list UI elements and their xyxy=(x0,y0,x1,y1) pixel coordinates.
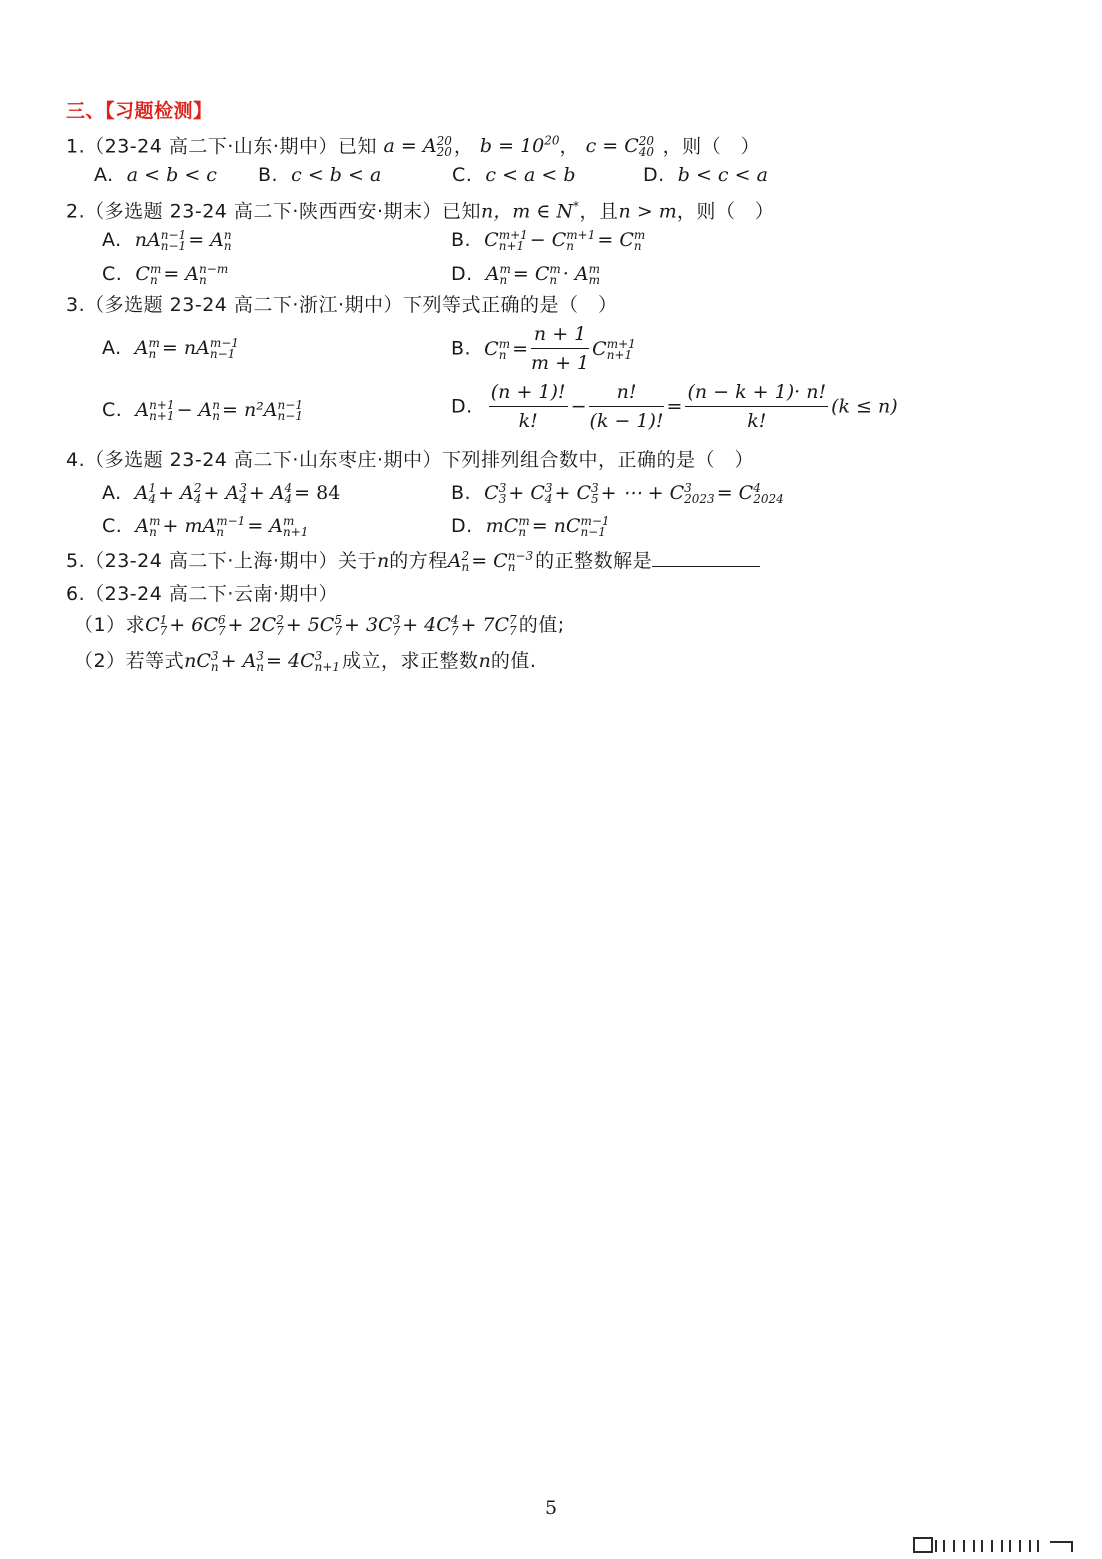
q3-option-c: C. A n+1 n+1 − A n n = n²A n−1 n−1 xyxy=(102,398,303,423)
q3-option-d: D. $\frac{(n + 1)!}{k!}$ − $\frac{n!}{(k - 1)!}$ = $\frac{(n - k + 1)\cdot n!}{k!}$ (k ≤ n) xyxy=(451,378,898,435)
scan-marks xyxy=(912,1536,1078,1556)
q1-option-d: D. b < c < a xyxy=(643,164,768,186)
q6-part-2: （2）若等式nC 3 n + A 3 n = 4C 3 n+1 成立，求正整数n的值. xyxy=(74,649,537,674)
q1-stem-end: ，则（ ） xyxy=(662,135,761,158)
q2-option-b: B. C m+1 n+1 − C m+1 n = C m n xyxy=(451,228,646,253)
q1-stem-text: 1.（23-24 高二下·山东·期中）已知 xyxy=(66,135,377,158)
question-4-stem: 4.（多选题 23-24 高二下·山东枣庄·期中）下列排列组合数中，正确的是（ ） xyxy=(66,449,754,471)
q4-option-b: B. C 3 3 + C 3 4 + C 3 5 + ⋯ + C 3 2023 = C 4 2024 xyxy=(451,481,784,506)
q2-option-d: D. A m n = C m n · A m m xyxy=(451,262,600,287)
q1-c-expression: c = C 20 40 xyxy=(585,134,655,160)
q2-option-a: A. nA n−1 n−1 = A n n xyxy=(102,228,232,253)
q1-option-a: A. a < b < c xyxy=(94,164,217,186)
q1-option-c: C. c < a < b xyxy=(452,164,576,186)
q3-option-b: B. C m n = $\frac{n + 1}{m + 1}$ C m+1 n+1 xyxy=(451,320,638,377)
q5-answer-blank[interactable] xyxy=(652,546,760,567)
question-3-stem: 3.（多选题 23-24 高二下·浙江·期中）下列等式正确的是（ ） xyxy=(66,294,618,316)
q1-a-expression: a = A 20 20 xyxy=(383,134,452,160)
q2-option-c: C. C m n = A n−m n xyxy=(102,262,229,287)
question-2-stem: 2.（多选题 23-24 高二下·陕西西安·期末）已知n，m ∈ N*，且n > m，则（ ） xyxy=(66,199,775,223)
question-5-stem: 5.（23-24 高二下·上海·期中）关于n的方程A 2 n = C n−3 n 的正整数解是 xyxy=(66,546,760,575)
page-number: 5 xyxy=(544,1497,558,1519)
q1-b-expression: $b = 10^{20}$ xyxy=(479,134,560,158)
question-6-stem: 6.（23-24 高二下·云南·期中） xyxy=(66,583,338,605)
q4-option-d: D. mC m n = nC m−1 n−1 xyxy=(451,514,610,539)
q1-option-b: B. c < b < a xyxy=(258,164,382,186)
q3-option-a: A. A m n = nA m−1 n−1 xyxy=(102,336,239,361)
q6-part-1: （1）求C 1 7 + 6C 6 7 + 2C 2 7 + 5C 5 7 + 3C 3 7 + 4C 4 7 + 7C 7 7 的值; xyxy=(74,613,565,638)
q4-option-a: A. A 1 4 + A 2 4 + A 3 4 + A 4 4 = 84 xyxy=(102,481,341,506)
question-1-stem: 1.（23-24 高二下·山东·期中）已知 a = A 20 20 ， $b = 10^{20}$， c = C 20 40 ，则（ ） xyxy=(66,134,761,160)
q4-option-c: C. A m n + mA m−1 n = A m n+1 xyxy=(102,514,309,539)
section-title: 三、【习题检测】 xyxy=(66,100,213,122)
